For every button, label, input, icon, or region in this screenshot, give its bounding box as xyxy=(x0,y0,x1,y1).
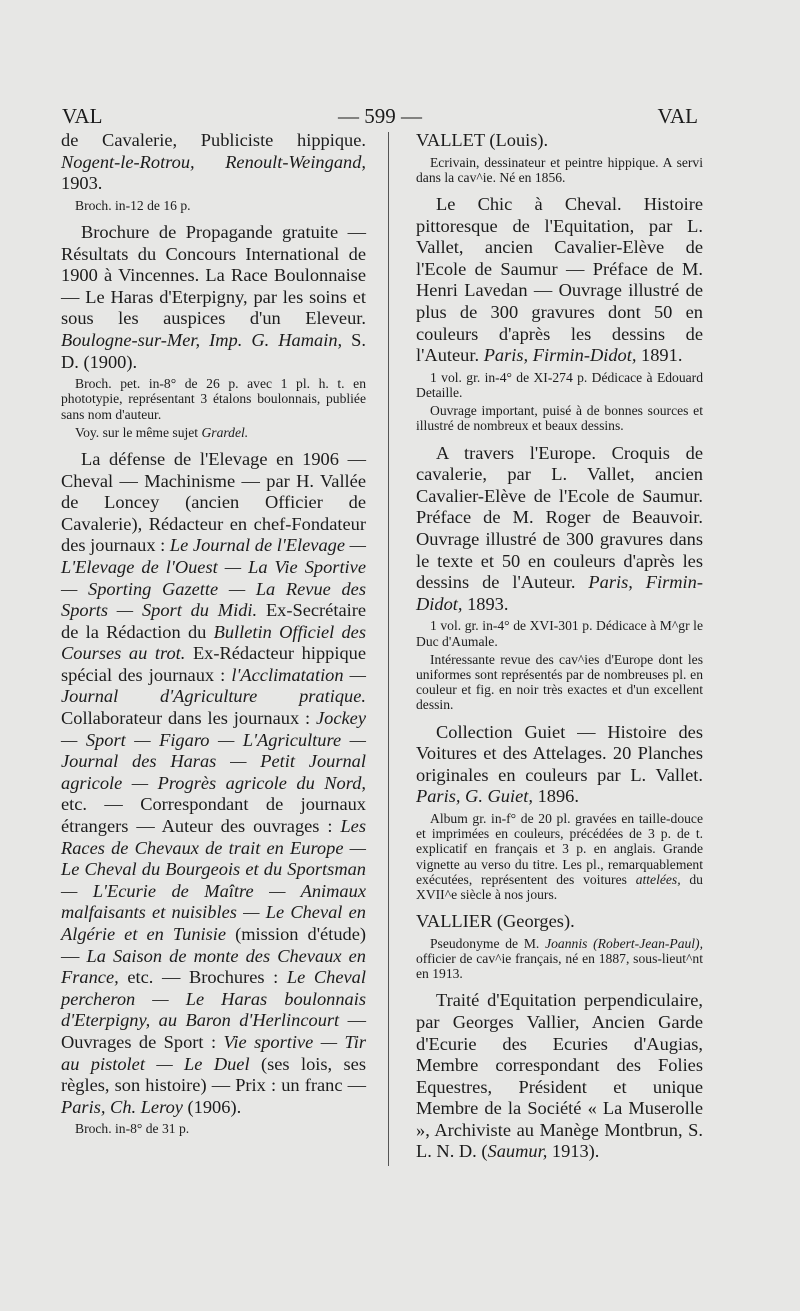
publisher: Paris, Ch. Leroy xyxy=(61,1096,183,1117)
year: 1903. xyxy=(61,173,103,194)
italic-text: Les Races de Chevaux de trait en Europe — Le Cheval du Bourgeois et du Sportsman — L'Ecurie de Maître — Animaux malfaisants et nuisibles — Le Cheval en Algérie et en Tunisie xyxy=(61,816,366,945)
entry-text: Brochure de Propagande gratuite — Résultats du Concours International de 1900 à Vincennes. La Race Boulonnaise — Le Haras d'Eterpigny, par les soins et sous les auspices d'un Eleveur. xyxy=(61,221,366,329)
note-text: Album gr. in-f° de 20 pl. gravées en taille-douce et imprimées en couleurs, précédées de 3 p. de t. explicatif en français et 3 p. en anglais. Grande vignette au verso du titre. Les pl., remarquablement exécutées, représentent des voitures xyxy=(416,810,703,887)
entry-text: — Ouvrages de Sport : xyxy=(61,1010,366,1052)
bibliographic-note: Broch. in-12 de 16 p. xyxy=(75,197,191,213)
commentary-note: Intéressante revue des cav^ies d'Europe dont les uniformes sont représentés par de nombreuses pl. en couleur et fig. en noir très exactes et d'un excellent dessin. xyxy=(416,651,703,713)
entry-chic-a-cheval xyxy=(416,194,703,367)
entry-defense-elevage xyxy=(61,449,366,1118)
note-text: officier de cav^ie français, né en 1887, sous-lieut^nt en 1913. xyxy=(416,950,703,982)
header-left: VAL xyxy=(62,104,103,128)
entry-text: Collaborateur dans les journaux : xyxy=(61,708,316,729)
author-heading-vallier: VALLIER (Georges). xyxy=(416,911,575,932)
year: 1913). xyxy=(547,1141,600,1162)
entry-text: (ses lois, ses règles, son histoire) — Prix : un franc — xyxy=(61,1053,367,1096)
see-also-note xyxy=(61,425,366,440)
left-column xyxy=(61,130,366,1137)
entry-traite-equitation xyxy=(416,990,703,1163)
italic-text: Le Cheval percheron — Le Haras boulonnais d'Eterpigny, au Baron d'Herlincourt xyxy=(61,967,366,1031)
column-divider xyxy=(388,132,389,1166)
italic-text: Vie sportive — Tir au pistolet — Le Duel xyxy=(61,1031,366,1074)
entry-text: de Cavalerie, Publiciste hippique. xyxy=(61,130,366,150)
entry-text: Traité d'Equitation perpendiculaire, par Georges Vallier, Ancien Garde d'Ecurie des Ecuries d'Augias, Membre correspondant des Folies Equestres, Président et unique Membre de la Société « La Muserolle », Archiviste au Manège Montbrun, S. L. N. D. ( xyxy=(416,990,703,1162)
publisher: Paris, Firmin-Didot, xyxy=(416,572,703,614)
publisher: Boulogne-sur-Mer, Imp. G. Hamain, xyxy=(61,329,343,350)
entry-text: Ex-Secrétaire de la Rédaction du xyxy=(61,600,367,642)
entry-text: Le Chic à Cheval. Histoire pittoresque de l'Equitation, par L. Vallet, ancien Cavalier-Elève de l'Ecole de Saumur — Préface de M. Henri Lavedan — Ouvrage illustré de plus de 300 gravures dont 50 en couleurs d'après les dessins de l'Auteur. xyxy=(416,194,703,366)
page-number: — 599 — xyxy=(338,104,422,128)
italic-text: Bulletin Officiel des Courses au trot. xyxy=(61,621,366,664)
entry-text: La défense de l'Elevage en 1906 — Cheval — Machinisme — par H. Vallée de Loncey (ancien Officier de Cavalerie), Rédacteur en chef-Fondateur des journaux : xyxy=(61,448,366,556)
entry-brochure-propagande xyxy=(61,222,366,373)
entry-text: A travers l'Europe. Croquis de cavalerie, par L. Vallet, ancien Cavalier-Elève de l'Ecole de Saumur. Préface de M. Roger de Beauvoir. Ouvrage illustré de 300 gravures dans le texte et 50 en couleurs d'après les dessins de l'Auteur. xyxy=(416,442,703,593)
bibliographic-note: 1 vol. gr. in-4° de XI-274 p. Dédicace à Edouard Detaille. xyxy=(416,369,703,400)
bibliographic-note: 1 vol. gr. in-4° de XVI-301 p. Dédicace à M^gr le Duc d'Aumale. xyxy=(416,618,703,649)
year: 1896. xyxy=(532,786,579,807)
publisher: Paris, G. Guiet, xyxy=(416,786,533,807)
year: 1893. xyxy=(462,593,509,614)
note-text: du XVII^e siècle à nos jours. xyxy=(416,871,703,902)
entry-text: etc. — Correspondant de journaux étrangers — Auteur des ouvrages : xyxy=(61,794,366,837)
italic-text: l'Acclimatation — Journal d'Agriculture pratique. xyxy=(61,664,366,707)
entry-collection-guiet xyxy=(416,722,703,808)
year: 1891. xyxy=(636,345,683,366)
year: S. D. (1900). xyxy=(61,329,366,372)
publisher: Saumur, xyxy=(487,1141,548,1162)
running-head xyxy=(62,104,698,132)
publisher: Nogent-le-Rotrou, Renoult-Weingand, xyxy=(61,151,366,172)
commentary-note: Ouvrage important, puisé à de bonnes sources et illustré de nombreux et beaux dessins. xyxy=(416,403,703,434)
author-biography: Ecrivain, dessinateur et peintre hippique. A servi dans la cav^ie. Né en 1856. xyxy=(416,154,703,185)
see-also-ref: Grardel. xyxy=(201,424,249,440)
entry-text: Collection Guiet — Histoire des Voitures et des Attelages. 20 Planches originales en couleurs par L. Vallet. xyxy=(416,721,703,785)
bibliographic-note xyxy=(416,811,703,902)
entry-text: etc. — Brochures : xyxy=(118,967,287,988)
year: (1906). xyxy=(182,1096,242,1117)
author-heading-vallet: VALLET (Louis). xyxy=(416,130,549,150)
bibliographic-note: Broch. pet. in-8° de 26 p. avec 1 pl. h. t. en phototypie, représentant 3 étalons boulonnais, publiée sans nom d'auteur. xyxy=(61,376,366,422)
entry-continuation xyxy=(61,130,366,195)
bibliographic-note: Broch. in-8° de 31 p. xyxy=(75,1121,190,1137)
right-column xyxy=(416,130,703,1163)
entry-text: (mission d'étude) — xyxy=(61,924,366,966)
note-text: Pseudonyme de M. xyxy=(430,935,546,951)
see-also-text: Voy. sur le même sujet xyxy=(75,424,202,440)
header-right: VAL xyxy=(657,104,698,128)
italic-text: Jockey — Sport — Figaro — L'Agriculture — Journal des Haras — Petit Journal agricole — Progrès agricole du Nord, xyxy=(61,708,366,793)
author-biography xyxy=(416,936,703,982)
entry-a-travers-europe xyxy=(416,443,703,616)
entry-text: Ex-Rédacteur hippique spécial des journaux : xyxy=(61,643,366,685)
italic-text: Le Journal de l'Elevage — L'Elevage de l'Ouest — La Vie Sportive — Sporting Gazette — La Revue des Sports — Sport du Midi. xyxy=(61,535,367,621)
italic-text: Joannis (Robert-Jean-Paul), xyxy=(545,935,703,951)
publisher: Paris, Firmin-Didot, xyxy=(483,345,637,366)
italic-text: attelées, xyxy=(635,871,681,887)
italic-text: La Saison de monte des Chevaux en France, xyxy=(61,945,366,988)
